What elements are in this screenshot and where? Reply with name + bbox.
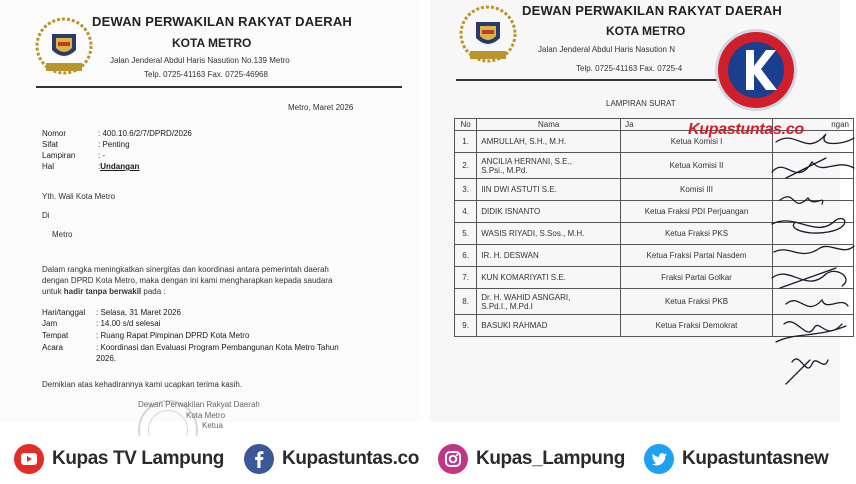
table-row	[455, 289, 854, 315]
cell-role: Ketua Fraksi Demokrat	[621, 315, 773, 337]
table-row	[455, 153, 854, 179]
cell-signature	[772, 201, 853, 223]
facebook-icon	[244, 444, 274, 474]
name-line: KUN KOMARIYATI S.E.	[481, 273, 566, 282]
name-line: Dr. H. WAHID ASNGARI,	[481, 292, 571, 302]
detail-agenda	[42, 343, 339, 352]
cell-signature	[772, 315, 853, 337]
cell-signature	[772, 289, 853, 315]
meta-value: : -	[98, 151, 106, 160]
social-label: Kupastuntasnew	[682, 448, 829, 469]
cell-role: Komisi III	[621, 179, 773, 201]
body-line-last	[42, 286, 382, 297]
letterhead-phone: Telp. 0725-41163 Fax. 0725-46968	[144, 70, 268, 79]
cell-name	[477, 201, 621, 223]
letter-di: Di	[42, 211, 50, 220]
watermark-name: Kupastuntas	[688, 121, 782, 138]
letterhead-city: KOTA METRO	[606, 24, 686, 38]
social-label: Kupas_Lampung	[476, 448, 625, 469]
cell-role: Ketua Komisi II	[621, 153, 773, 179]
detail-value: : Koordinasi dan Evaluasi Program Pembangunan Kota Metro Tahun	[96, 343, 339, 352]
youtube-icon	[14, 444, 44, 474]
cell-role: Ketua Komisi I	[621, 131, 773, 153]
cell-name	[477, 131, 621, 153]
table-row	[455, 179, 854, 201]
cell-no: 9.	[455, 315, 477, 337]
name-line: WASIS RIYADI, S.Sos., M.H.	[481, 229, 585, 238]
meta-sifat	[42, 140, 130, 149]
body-line: dengan DPRD Kota Metro, maka dengan ini kami mengharapkan kepada saudara	[42, 276, 333, 285]
cell-signature	[772, 267, 853, 289]
cell-no: 6.	[455, 245, 477, 267]
name-line: AMRULLAH, S.H., M.H.	[481, 137, 567, 146]
social-twitter[interactable]	[644, 444, 828, 474]
watermark-tld: .co	[781, 121, 804, 138]
detail-key: Jam	[42, 319, 58, 328]
meta-value: : Penting	[98, 140, 130, 149]
detail-key	[42, 354, 96, 363]
detail-value: : 14.00 s/d selesai	[96, 319, 161, 328]
meta-key: Nomor	[42, 129, 67, 138]
twitter-icon	[644, 444, 674, 474]
letter-date: Metro, Maret 2026	[288, 103, 354, 112]
attachment-rows	[455, 131, 854, 337]
meta-value: :	[98, 162, 101, 171]
detail-date	[42, 308, 181, 317]
cell-name	[477, 153, 621, 179]
name-line: IIN DWI ASTUTI S.E.	[481, 185, 557, 194]
cell-name	[477, 315, 621, 337]
col-header-role: Ja	[621, 119, 773, 131]
meta-lampiran	[42, 151, 105, 160]
cell-role: Fraksi Partai Golkar	[621, 267, 773, 289]
detail-value: : Ruang Rapat Pimpinan DPRD Kota Metro	[96, 331, 250, 340]
instagram-icon	[438, 444, 468, 474]
name-line: ANCILIA HERNANI, S.E.,	[481, 156, 572, 166]
cell-no: 2.	[455, 153, 477, 179]
meta-value: : 400.10.6/2/7/DPRD/2026	[98, 129, 192, 138]
page-gap	[420, 0, 430, 422]
cell-name	[477, 223, 621, 245]
name-line: IR. H. DESWAN	[481, 251, 539, 260]
social-instagram[interactable]	[438, 444, 625, 474]
letter-recipient: Yth. Wali Kota Metro	[42, 192, 116, 201]
cell-signature	[772, 153, 853, 179]
table-row	[455, 315, 854, 337]
cell-no: 4.	[455, 201, 477, 223]
meta-nomor	[42, 129, 192, 138]
detail-key: Acara	[42, 343, 63, 352]
detail-key: Tempat	[42, 331, 69, 340]
cell-no: 1.	[455, 131, 477, 153]
social-youtube[interactable]	[14, 444, 224, 474]
attachment-title: LAMPIRAN SURAT	[606, 99, 676, 108]
letterhead-org: DEWAN PERWAKILAN RAKYAT DAERAH	[522, 3, 782, 18]
cell-name	[477, 267, 621, 289]
detail-agenda-cont	[42, 354, 116, 363]
body-line: Dalam rangka meningkatkan sinergitas dan koordinasi antara pemerintah daerah	[42, 265, 329, 274]
letterhead-rule	[36, 86, 402, 88]
signature-role: Ketua	[202, 421, 223, 430]
crest-emblem-icon	[456, 4, 520, 66]
crest-emblem-icon	[32, 16, 96, 78]
invitation-letter	[0, 0, 420, 430]
letterhead-org: DEWAN PERWAKILAN RAKYAT DAERAH	[92, 14, 352, 29]
body-line: untuk	[42, 287, 64, 296]
cell-no: 3.	[455, 179, 477, 201]
kupastuntas-logo-icon	[714, 28, 798, 112]
cell-name	[477, 179, 621, 201]
meta-key: Sifat	[42, 140, 59, 149]
detail-key: Hari/tanggal	[42, 308, 86, 317]
letterhead-address: Jalan Jenderal Abdul Haris Nasution No.139 Metro	[110, 56, 290, 65]
cell-role: Ketua Fraksi PKS	[621, 223, 773, 245]
detail-time	[42, 319, 160, 328]
meta-key: Hal	[42, 162, 55, 171]
social-facebook[interactable]	[244, 444, 419, 474]
body-emphasis: hadir tanpa berwakil	[63, 287, 142, 296]
letterhead-rule	[456, 79, 726, 81]
detail-value: 2026.	[96, 354, 117, 363]
cell-name	[477, 289, 621, 315]
body-tail: pada :	[141, 287, 166, 296]
letter-subject: Undangan	[100, 162, 140, 171]
meta-hal	[42, 162, 139, 171]
name-line: DIDIK ISNANTO	[481, 207, 541, 216]
cell-role: Ketua Fraksi PKB	[621, 289, 773, 315]
table-row	[455, 245, 854, 267]
cell-no: 8.	[455, 289, 477, 315]
cell-no: 5.	[455, 223, 477, 245]
social-media-bar	[0, 436, 840, 484]
detail-place	[42, 331, 249, 340]
name-line: BASUKI RAHMAD	[481, 321, 548, 330]
cell-signature	[772, 223, 853, 245]
name-line: S.Pd.I., M.Pd.I	[481, 301, 533, 311]
letter-place: Metro	[52, 230, 73, 239]
table-row	[455, 223, 854, 245]
signature-city: Kota Metro	[186, 411, 226, 420]
meta-key: Lampiran	[42, 151, 76, 160]
cell-role: Ketua Fraksi Partai Nasdem	[621, 245, 773, 267]
letterhead-address: Jalan Jenderal Abdul Haris Nasution N	[538, 45, 675, 54]
watermark-brand-text	[688, 121, 804, 139]
signature-org: Dewan Perwakilan Rakyat Daerah	[138, 400, 260, 409]
letter-body	[42, 264, 382, 297]
social-label: Kupastuntas.co	[282, 448, 419, 469]
col-header-no: No	[455, 119, 477, 131]
col-header-signature: ngan	[772, 119, 853, 131]
social-label: Kupas TV Lampung	[52, 448, 224, 469]
cell-role: Ketua Fraksi PDI Perjuangan	[621, 201, 773, 223]
cell-signature	[772, 245, 853, 267]
cell-signature	[772, 179, 853, 201]
cell-name	[477, 245, 621, 267]
name-line: S.Psi., M.Pd.	[481, 165, 528, 175]
letterhead-city: KOTA METRO	[172, 36, 252, 50]
table-row	[455, 267, 854, 289]
col-header-name: Nama	[477, 119, 621, 131]
table-row	[455, 201, 854, 223]
detail-value: : Selasa, 31 Maret 2026	[96, 308, 181, 317]
attachment-table	[454, 118, 854, 337]
cell-no: 7.	[455, 267, 477, 289]
letter-closing: Demikian atas kehadirannya kami ucapkan terima kasih.	[42, 380, 243, 389]
letterhead-phone: Telp. 0725-41163 Fax. 0725-4	[576, 64, 683, 73]
